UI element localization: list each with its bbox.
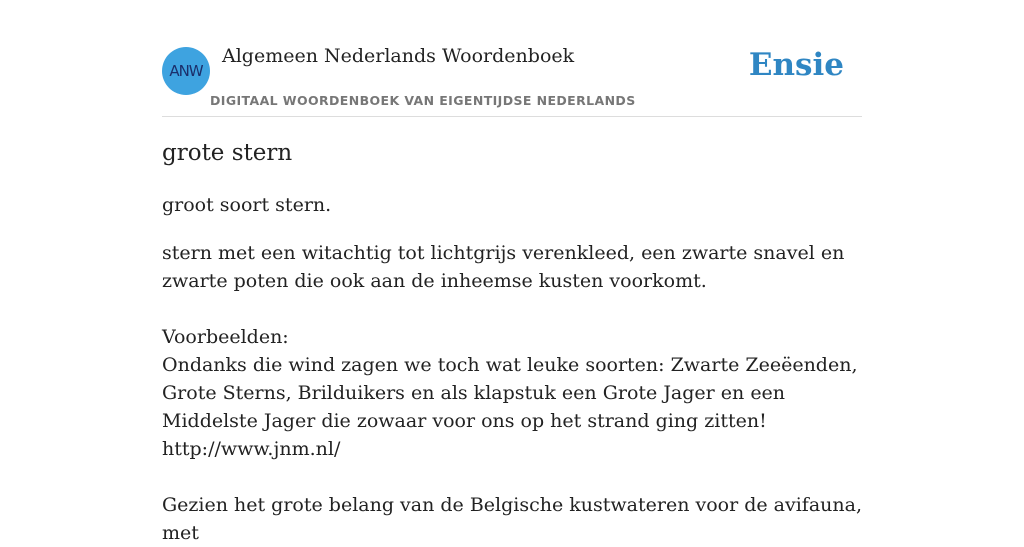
example-source-link[interactable]: http://www.jnm.nl/ bbox=[162, 438, 341, 460]
spacer bbox=[162, 463, 862, 491]
long-definition: stern met een witachtig tot lichtgrijs verenkleed, een zwarte snavel en zwarte poten die ook aan de inheemse kusten voorkomt. bbox=[162, 242, 845, 292]
entry-title: grote stern bbox=[162, 140, 293, 166]
anw-logo[interactable]: ANW bbox=[162, 47, 210, 95]
short-definition: groot soort stern. bbox=[162, 194, 332, 216]
example-text: Ondanks die wind zagen we toch wat leuke soorten: Zwarte Zeeëenden, Grote Sterns, Brilduikers en als klapstuk een Grote Jager en een Middelste Jager die zowaar voor ons op het strand ging zitten! bbox=[162, 354, 858, 432]
site-title[interactable]: Algemeen Nederlands Woordenboek bbox=[222, 45, 575, 67]
site-subtitle: DIGITAAL WOORDENBOEK VAN EIGENTIJDSE NEDERLANDS bbox=[210, 93, 636, 108]
spacer bbox=[162, 295, 862, 323]
example-source bbox=[162, 435, 862, 463]
site-header bbox=[162, 0, 862, 117]
page bbox=[162, 0, 862, 544]
examples-heading: Voorbeelden: bbox=[162, 326, 289, 348]
ensie-logo-link[interactable]: Ensie bbox=[748, 47, 844, 83]
example-text: Gezien het grote belang van de Belgische kustwateren voor de avifauna, met bbox=[162, 494, 862, 544]
long-definition-block bbox=[162, 239, 862, 547]
